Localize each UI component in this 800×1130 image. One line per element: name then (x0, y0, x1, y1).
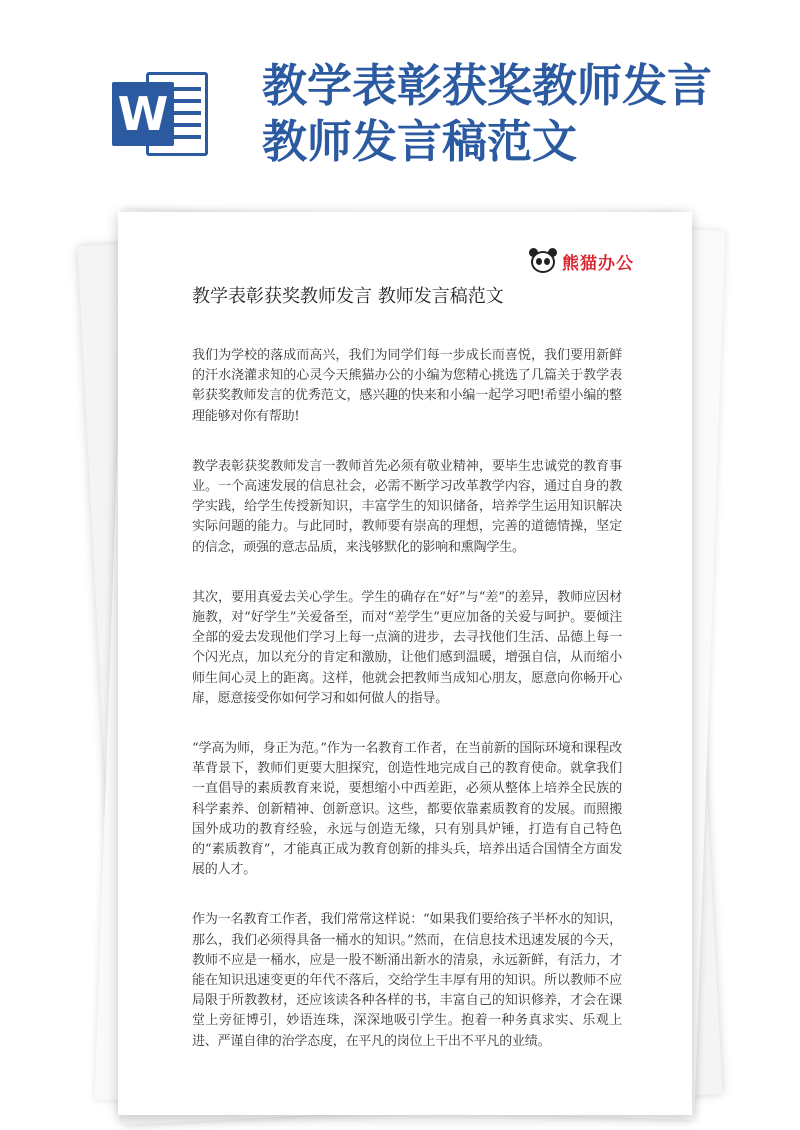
brand-logo (528, 244, 634, 278)
word-letter-badge: W (112, 82, 174, 146)
page-title (262, 58, 782, 170)
brand-logo-text: 熊猫办公 (562, 253, 634, 274)
paragraph: 我们为学校的落成而高兴，我们为同学们每一步成长而喜悦，我们要用新鲜的汗水浇灌求知的心灵今天熊猫办公的小编为您精心挑选了几篇关于教学表彰获奖教师发言的优秀范文，感兴趣的快来和小编一起学习吧!希望小编的整理能够对你有帮助! (192, 348, 622, 424)
word-document-icon (112, 68, 212, 160)
document-body (192, 346, 622, 1082)
page-title-line-2: 教师发言稿范文 (262, 115, 578, 168)
panda-icon (528, 246, 558, 276)
document-title: 教学表彰获奖教师发言 教师发言稿范文 (192, 286, 504, 307)
paragraph: “学高为师，身正为范。”作为一名教育工作者，在当前新的国际环境和课程改革背景下，教师们更要大胆探究，创造性地完成自己的教育使命。就拿我们一直倡导的素质教育来说，要想缩小中西差距，必须从整体上培养全民族的科学素养、创新精神、创新意识。这些，都要依靠素质教育的发展。而照搬国外成功的教育经验，永远与创造无缘，只有别具炉锤，打造有自己特色的“素质教育”，才能真正成为教育创新的排头兵，培养出适合国情全方面发展的人才。 (192, 741, 622, 878)
document-page (118, 212, 692, 1115)
paragraph: 作为一名教育工作者，我们常常这样说：“如果我们要给孩子半杯水的知识，那么，我们必须得具备一桶水的知识。”然而，在信息技术迅速发展的今天，教师不应是一桶水，应是一股不断涌出新水的清泉，永远新鲜，有活力，才能在知识迅速变更的年代不落后，交给学生丰厚有用的知识。所以教师不应局限于所教教材，还应该读各种各样的书，丰富自己的知识修养，才会在课堂上旁征博引，妙语连珠，深深地吸引学生。抱着一种务真求实、乐观上进、严谨自律的治学态度，在平凡的岗位上干出不平凡的业绩。 (192, 912, 622, 1049)
paragraph: 教学表彰获奖教师发言一教师首先必须有敬业精神，要毕生忠诚党的教育事业。一个高速发展的信息社会，必需不断学习改革教学内容，通过自身的教学实践，给学生传授新知识，丰富学生的知识储备，培养学生运用知识解决实际问题的能力。与此同时，教师要有崇高的理想，完善的道德情操，坚定的信念，顽强的意志品质，来浅够默化的影响和熏陶学生。 (192, 458, 622, 555)
paragraph: 其次，要用真爱去关心学生。学生的确存在“好”与“差”的差异，教师应因材施教，对“好学生”关爱备至，而对“差学生”更应加备的关爱与呵护。要倾注全部的爱去发现他们学习上每一点滴的进步，去寻找他们生活、品德上每一个闪光点，加以充分的肯定和激励，让他们感到温暖，增强自信，从而缩小师生间心灵上的距离。这样，他就会把教师当成知心朋友，愿意向你畅开心扉，愿意接受你如何学习和如何做人的指导。 (192, 589, 622, 706)
page-title-line-1: 教学表彰获奖教师发言 (262, 59, 713, 112)
